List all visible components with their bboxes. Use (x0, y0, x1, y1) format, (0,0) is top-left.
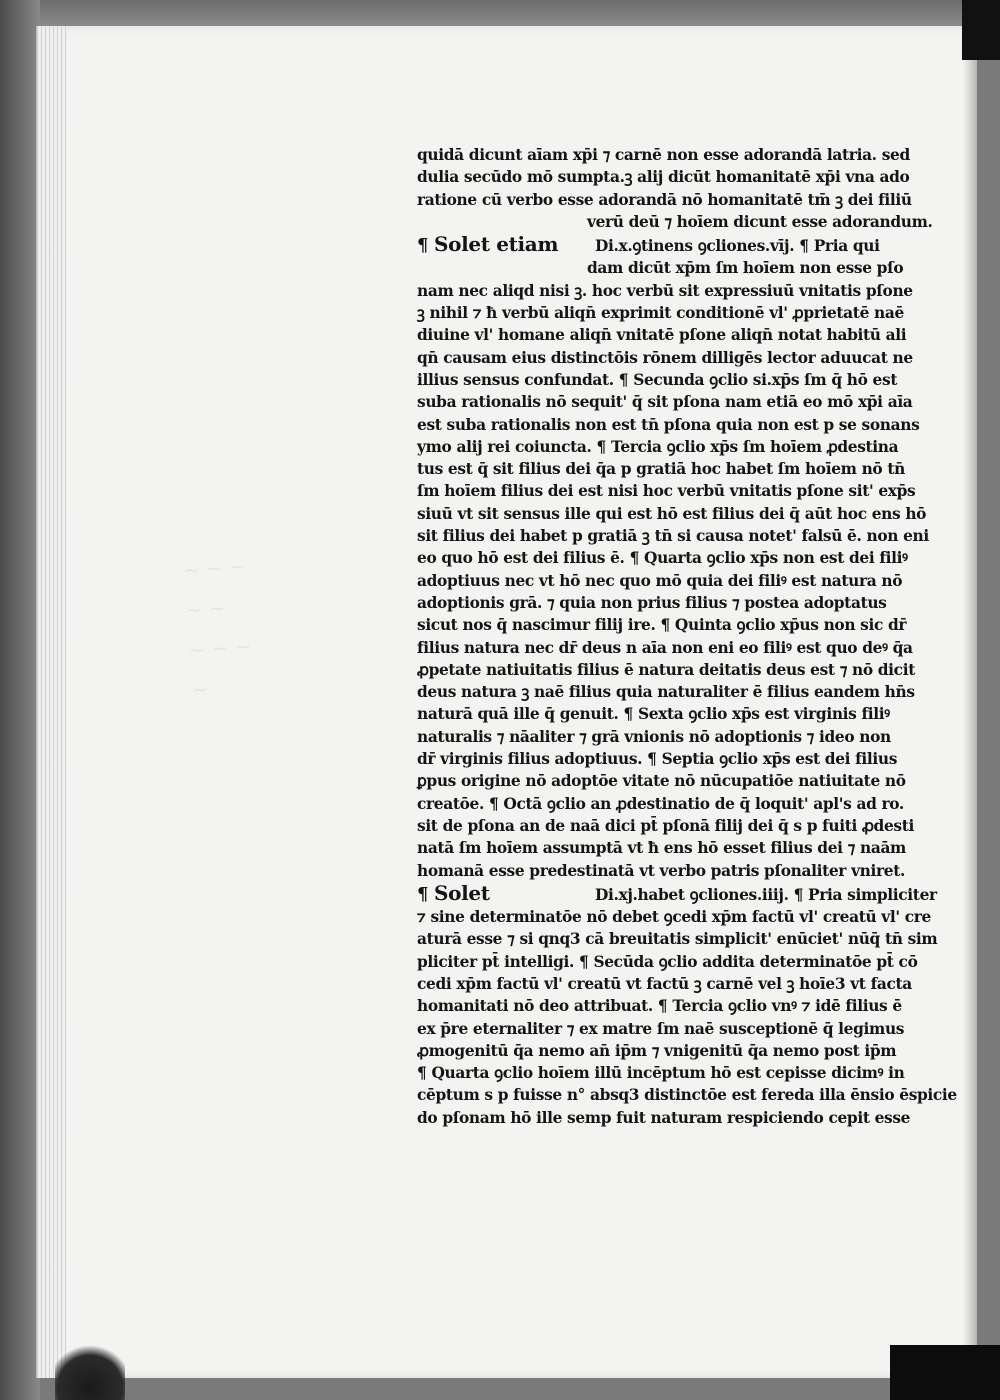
line-text: deus natura ꝫ naē filius quia naturaliter ē filius eandem hn̄s (417, 683, 915, 702)
text-column (417, 144, 977, 1129)
line-text: creatōe. ¶ Octā ꝯclio an ꝓdestinatio de q̄ loquit' apl's ad ro. (417, 794, 904, 813)
text-line (417, 815, 977, 837)
section-heading (417, 882, 595, 906)
line-text: homanitati nō deo attribuat. ¶ Tercia ꝯclio vnꝰ ⁊ idē filius ē (417, 997, 902, 1016)
text-line (417, 1084, 977, 1106)
line-text: sit de pſona an de naā dici pt̄ pſonā filij dei q̄ s p fuiti ꝓdesti (417, 816, 914, 835)
line-text: nam nec aliqd nisi ꝫ. hoc verbū sit expressiuū vnitatis pſone (417, 281, 913, 300)
text-line (417, 681, 977, 703)
text-line (417, 928, 977, 950)
text-line (417, 1040, 977, 1062)
line-text: suba rationalis nō sequit' q̄ sit pſona nam etiā eo mō xp̄i aīa (417, 393, 913, 412)
line-text: dr̄ virginis filius adoptiuus. ¶ Septia ꝯclio xp̄s est dei filius (417, 750, 898, 769)
text-line (417, 547, 977, 569)
line-text: Di.xj.habet ꝯcliones.iiij. ¶ Pria simpliciter (595, 885, 937, 904)
line-text: sicut nos q̄ nascimur filij ire. ¶ Quinta ꝯclio xp̄us non sic dr̄ (417, 616, 907, 635)
line-text: adoptionis grā. ⁊ quia non prius filius ⁊ postea adoptatus (417, 593, 887, 612)
line-text: diuine vl' homane aliqn̄ vnitatē pſone aliqn̄ notat habitū ali (417, 326, 907, 345)
text-line (417, 525, 977, 547)
text-line (417, 973, 977, 995)
text-line (417, 302, 977, 324)
line-text: ꝫ nihil ⁊ ħ verbū aliqn̄ exprimit conditionē vl' ꝓprietatē naē (417, 304, 904, 323)
text-line (417, 614, 977, 636)
text-line (417, 592, 977, 614)
line-text: siuū vt sit sensus ille qui est hō est filius dei q̄ aūt hoc ens hō (417, 504, 927, 523)
text-line (417, 347, 977, 369)
text-line (417, 369, 977, 391)
line-text: naturalis ⁊ nāaliter ⁊ grā vnionis nō adoptionis ⁊ ideo non (417, 727, 891, 746)
text-line (417, 391, 977, 413)
line-text: ꝓpetate natiuitatis filius ē natura deitatis deus est ⁊ nō dicit (417, 660, 915, 679)
text-line (417, 1018, 977, 1040)
text-line (417, 659, 977, 681)
section-heading-text: Solet etiam (434, 232, 559, 257)
bleed-through-marks: ~ ~ ~ ~ ~ ~ ~ ~ ~ (182, 553, 253, 703)
text-line (417, 570, 977, 592)
text-line (417, 995, 977, 1017)
page-leaf-edges (37, 26, 67, 1378)
text-line (417, 436, 977, 458)
line-text: illius sensus confundat. ¶ Secunda ꝯclio si.xp̄s ſm q̄ hō est (417, 370, 898, 389)
text-line (417, 860, 977, 882)
pilcrow-icon: ¶ (417, 883, 435, 905)
text-line (417, 770, 977, 792)
line-text: eo quo hō est dei filius ē. ¶ Quarta ꝯclio xp̄s non est dei filiꝰ (417, 549, 908, 568)
line-text: natā ſm hoīem assumptā vt ħ ens hō esset filius dei ⁊ naām (417, 839, 906, 858)
line-text: pliciter pt̄ intelligi. ¶ Secūda ꝯclio addita determinatōe pt̄ cō (417, 952, 918, 971)
text-line (417, 1062, 977, 1084)
section-heading (417, 233, 595, 257)
text-line (417, 637, 977, 659)
line-text: est suba rationalis non est tn̄ pſona quia non est p se sonans (417, 415, 920, 434)
text-line (417, 748, 977, 770)
line-text: filius natura nec dr̄ deus n aīa non eni eo filiꝰ est quo deꝰ q̄a (417, 638, 913, 657)
text-line (417, 837, 977, 859)
line-text: dam dicūt xp̄m ſm hoīem non esse pſo (587, 259, 904, 278)
line-text: ex p̄re eternaliter ⁊ ex matre ſm naē susceptionē q̄ legimus (417, 1019, 905, 1038)
line-text: do pſonam hō ille semp fuit naturam respiciendo cepit esse (417, 1108, 911, 1127)
line-text: naturā quā ille q̄ genuit. ¶ Sexta ꝯclio xp̄s est virginis filiꝰ (417, 705, 890, 724)
text-line (417, 703, 977, 725)
line-text: verū deū ⁊ hoīem dicunt esse adorandum. (587, 212, 933, 231)
line-text: ꝑpus origine nō adoptōe vitate nō nūcupatiōe natiuitate nō (417, 772, 906, 791)
text-line (417, 480, 977, 502)
line-text: ⁊ sine determinatōe nō debet ꝯcedi xp̄m factū vl' creatū vl' cre (417, 908, 931, 927)
text-line (417, 189, 977, 211)
text-line (417, 233, 977, 257)
text-line (417, 906, 977, 928)
thumb-shadow (55, 1340, 125, 1400)
line-text: dulia secūdo mō sumpta.ꝫ alij dicūt homanitatē xp̄i vna ado (417, 168, 910, 187)
line-text: homanā esse predestinatā vt verbo patris pſonaliter vniret. (417, 861, 905, 880)
line-text: sit filius dei habet p gratiā ꝫ tn̄ si causa notet' falsū ē. non eni (417, 527, 929, 546)
line-text: aturā esse ⁊ si qnq3 cā breuitatis simplicit' enūciet' nūq̄ tn̄ sim (417, 930, 938, 949)
text-line (417, 324, 977, 346)
line-text: Di.x.ꝯtinens ꝯcliones.vīj. ¶ Pria qui (595, 237, 880, 256)
line-text: cēptum s p fuisse n° absq3 distinctōe est fereda illa ēnsio ēspicie (417, 1086, 957, 1105)
scan-corner-dark-bottom (890, 1345, 1000, 1400)
text-line (417, 882, 977, 906)
scan-corner-dark (962, 0, 1000, 60)
line-text: quidā dicunt aīam xp̄i ⁊ carnē non esse adorandā latria. sed (417, 146, 910, 164)
text-line (417, 458, 977, 480)
text-line (417, 257, 977, 279)
line-text: ſm hoīem filius dei est nisi hoc verbū vnitatis pſone sit' exp̄s (417, 482, 916, 501)
text-line (417, 166, 977, 188)
line-text: ¶ Quarta ꝯclio hoīem illū incēptum hō est cepisse dicimꝰ in (417, 1064, 905, 1083)
text-line (417, 1107, 977, 1129)
line-text: cedi xp̄m factū vl' creatū vt factū ꝫ carnē vel ꝫ hoīe3 vt facta (417, 974, 912, 993)
section-heading-text: Solet (434, 880, 490, 905)
line-text: tus est q̄ sit filius dei q̄a p gratiā hoc habet ſm hoīem nō tn̄ (417, 460, 905, 479)
line-text: qn̄ causam eius distinctōis rōnem dilligēs lector aduucat ne (417, 348, 913, 367)
text-line (417, 414, 977, 436)
text-line (417, 726, 977, 748)
text-line (417, 793, 977, 815)
text-line (417, 280, 977, 302)
line-text: ratione cū verbo esse adorandā nō homanitatē tm̄ ꝫ dei filiū (417, 190, 912, 209)
text-line (417, 503, 977, 525)
pilcrow-icon: ¶ (417, 235, 435, 257)
line-text: adoptiuus nec vt hō nec quo mō quia dei filiꝰ est natura nō (417, 571, 903, 590)
text-line (417, 211, 977, 233)
line-text: ymo alij rei coiuncta. ¶ Tercia ꝯclio xp̄s ſm hoīem ꝓdestina (417, 437, 899, 456)
scan-border-left (0, 0, 40, 1400)
book-page (36, 26, 977, 1378)
text-line (417, 144, 977, 166)
text-line (417, 951, 977, 973)
line-text: ꝓmogenitū q̄a nemo an̄ ip̄m ⁊ vnigenitū q̄a nemo post ip̄m (417, 1041, 897, 1060)
